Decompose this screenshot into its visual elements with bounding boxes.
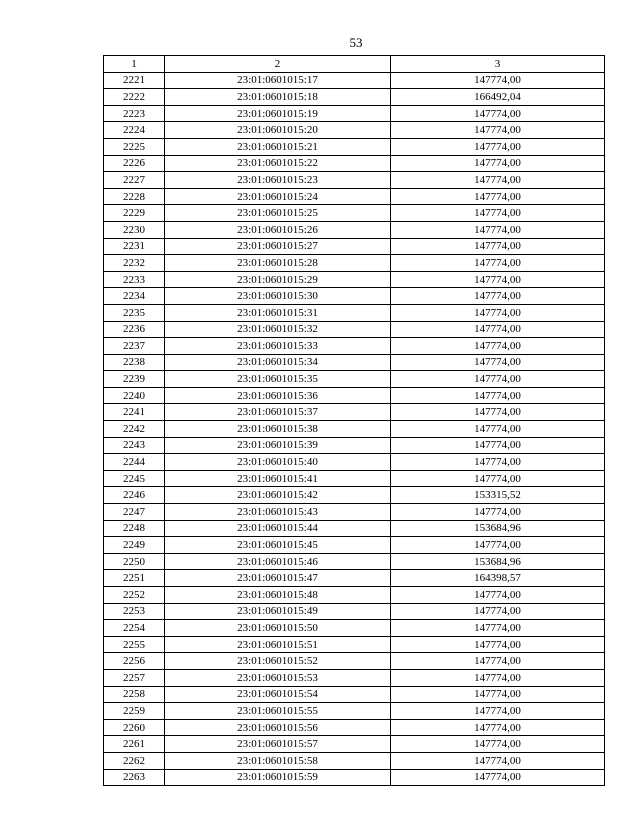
row-number-cell: 2226: [104, 155, 165, 172]
table-row: [104, 570, 605, 587]
value-cell: 147774,00: [391, 736, 605, 753]
value-cell: 147774,00: [391, 271, 605, 288]
cadastral-number-cell: 23:01:0601015:18: [165, 89, 391, 106]
row-number-cell: 2249: [104, 537, 165, 554]
row-number-cell: 2262: [104, 752, 165, 769]
value-cell: 147774,00: [391, 255, 605, 272]
table-row: [104, 636, 605, 653]
table-row: [104, 321, 605, 338]
cadastral-number-cell: 23:01:0601015:50: [165, 620, 391, 637]
table-row: [104, 421, 605, 438]
row-number-cell: 2245: [104, 470, 165, 487]
value-cell: 153684,96: [391, 553, 605, 570]
value-cell: 153315,52: [391, 487, 605, 504]
cadastral-number-cell: 23:01:0601015:17: [165, 72, 391, 89]
cadastral-number-cell: 23:01:0601015:58: [165, 752, 391, 769]
row-number-cell: 2248: [104, 520, 165, 537]
table-row: [104, 404, 605, 421]
value-cell: 147774,00: [391, 288, 605, 305]
cadastral-number-cell: 23:01:0601015:34: [165, 354, 391, 371]
table-row: [104, 138, 605, 155]
value-cell: 147774,00: [391, 470, 605, 487]
table-row: [104, 304, 605, 321]
row-number-cell: 2256: [104, 653, 165, 670]
table-row: [104, 703, 605, 720]
cadastral-number-cell: 23:01:0601015:59: [165, 769, 391, 786]
row-number-cell: 2228: [104, 188, 165, 205]
value-cell: 147774,00: [391, 769, 605, 786]
cadastral-number-cell: 23:01:0601015:38: [165, 421, 391, 438]
value-cell: 147774,00: [391, 238, 605, 255]
cadastral-number-cell: 23:01:0601015:43: [165, 504, 391, 521]
value-cell: 147774,00: [391, 636, 605, 653]
value-cell: 147774,00: [391, 304, 605, 321]
table-row: [104, 205, 605, 222]
cadastral-number-cell: 23:01:0601015:51: [165, 636, 391, 653]
row-number-cell: 2237: [104, 338, 165, 355]
row-number-cell: 2259: [104, 703, 165, 720]
cadastral-number-cell: 23:01:0601015:33: [165, 338, 391, 355]
cadastral-number-cell: 23:01:0601015:47: [165, 570, 391, 587]
cadastral-number-cell: 23:01:0601015:31: [165, 304, 391, 321]
value-cell: 147774,00: [391, 620, 605, 637]
row-number-cell: 2233: [104, 271, 165, 288]
row-number-cell: 2229: [104, 205, 165, 222]
cadastral-number-cell: 23:01:0601015:53: [165, 669, 391, 686]
table-row: [104, 387, 605, 404]
table-row: [104, 354, 605, 371]
cadastral-number-cell: 23:01:0601015:27: [165, 238, 391, 255]
row-number-cell: 2222: [104, 89, 165, 106]
cadastral-number-cell: 23:01:0601015:56: [165, 719, 391, 736]
value-cell: 164398,57: [391, 570, 605, 587]
row-number-cell: 2227: [104, 172, 165, 189]
cadastral-number-cell: 23:01:0601015:25: [165, 205, 391, 222]
row-number-cell: 2235: [104, 304, 165, 321]
cadastral-number-cell: 23:01:0601015:30: [165, 288, 391, 305]
cadastral-number-cell: 23:01:0601015:35: [165, 371, 391, 388]
row-number-cell: 2261: [104, 736, 165, 753]
row-number-cell: 2242: [104, 421, 165, 438]
row-number-cell: 2252: [104, 587, 165, 604]
value-cell: 147774,00: [391, 504, 605, 521]
row-number-cell: 2234: [104, 288, 165, 305]
table-row: [104, 105, 605, 122]
row-number-cell: 2253: [104, 603, 165, 620]
value-cell: 147774,00: [391, 404, 605, 421]
table-row: [104, 603, 605, 620]
value-cell: 147774,00: [391, 172, 605, 189]
row-number-cell: 2236: [104, 321, 165, 338]
value-cell: 147774,00: [391, 105, 605, 122]
table-header-row: [104, 56, 605, 73]
value-cell: 147774,00: [391, 387, 605, 404]
table-row: [104, 653, 605, 670]
value-cell: 147774,00: [391, 669, 605, 686]
value-cell: 147774,00: [391, 321, 605, 338]
table-row: [104, 587, 605, 604]
cadastral-number-cell: 23:01:0601015:40: [165, 454, 391, 471]
table-row: [104, 719, 605, 736]
cadastral-number-cell: 23:01:0601015:36: [165, 387, 391, 404]
row-number-cell: 2240: [104, 387, 165, 404]
row-number-cell: 2257: [104, 669, 165, 686]
table-row: [104, 72, 605, 89]
cadastral-number-cell: 23:01:0601015:54: [165, 686, 391, 703]
table-row: [104, 188, 605, 205]
table-row: [104, 122, 605, 139]
value-cell: 153684,96: [391, 520, 605, 537]
row-number-cell: 2244: [104, 454, 165, 471]
row-number-cell: 2239: [104, 371, 165, 388]
cadastral-number-cell: 23:01:0601015:32: [165, 321, 391, 338]
cadastral-number-cell: 23:01:0601015:29: [165, 271, 391, 288]
value-cell: 147774,00: [391, 686, 605, 703]
row-number-cell: 2243: [104, 437, 165, 454]
row-number-cell: 2232: [104, 255, 165, 272]
cadastral-number-cell: 23:01:0601015:20: [165, 122, 391, 139]
value-cell: 147774,00: [391, 653, 605, 670]
row-number-cell: 2238: [104, 354, 165, 371]
row-number-cell: 2246: [104, 487, 165, 504]
value-cell: 147774,00: [391, 603, 605, 620]
cadastral-number-cell: 23:01:0601015:52: [165, 653, 391, 670]
value-cell: 147774,00: [391, 437, 605, 454]
cadastral-number-cell: 23:01:0601015:55: [165, 703, 391, 720]
value-cell: 147774,00: [391, 454, 605, 471]
row-number-cell: 2223: [104, 105, 165, 122]
table-row: [104, 470, 605, 487]
table-row: [104, 736, 605, 753]
cadastral-number-cell: 23:01:0601015:48: [165, 587, 391, 604]
value-cell: 166492,04: [391, 89, 605, 106]
value-cell: 147774,00: [391, 752, 605, 769]
cadastral-number-cell: 23:01:0601015:45: [165, 537, 391, 554]
value-cell: 147774,00: [391, 354, 605, 371]
table-row: [104, 172, 605, 189]
row-number-cell: 2230: [104, 221, 165, 238]
header-col-3: 3: [391, 56, 605, 73]
cadastral-number-cell: 23:01:0601015:37: [165, 404, 391, 421]
value-cell: 147774,00: [391, 138, 605, 155]
table-row: [104, 537, 605, 554]
table-row: [104, 769, 605, 786]
row-number-cell: 2221: [104, 72, 165, 89]
table-row: [104, 255, 605, 272]
row-number-cell: 2231: [104, 238, 165, 255]
value-cell: 147774,00: [391, 537, 605, 554]
value-cell: 147774,00: [391, 205, 605, 222]
row-number-cell: 2255: [104, 636, 165, 653]
cadastral-number-cell: 23:01:0601015:19: [165, 105, 391, 122]
table-row: [104, 686, 605, 703]
table-row: [104, 487, 605, 504]
cadastral-number-cell: 23:01:0601015:46: [165, 553, 391, 570]
cadastral-number-cell: 23:01:0601015:42: [165, 487, 391, 504]
cadastral-number-cell: 23:01:0601015:41: [165, 470, 391, 487]
cadastral-number-cell: 23:01:0601015:22: [165, 155, 391, 172]
value-cell: 147774,00: [391, 221, 605, 238]
table-row: [104, 437, 605, 454]
cadastral-number-cell: 23:01:0601015:44: [165, 520, 391, 537]
value-cell: 147774,00: [391, 122, 605, 139]
cadastral-number-cell: 23:01:0601015:26: [165, 221, 391, 238]
cadastral-number-cell: 23:01:0601015:57: [165, 736, 391, 753]
table-row: [104, 669, 605, 686]
row-number-cell: 2260: [104, 719, 165, 736]
value-cell: 147774,00: [391, 371, 605, 388]
table-body: [104, 72, 605, 786]
table-row: [104, 371, 605, 388]
row-number-cell: 2241: [104, 404, 165, 421]
header-col-2: 2: [165, 56, 391, 73]
value-cell: 147774,00: [391, 421, 605, 438]
value-cell: 147774,00: [391, 188, 605, 205]
table-row: [104, 620, 605, 637]
table-row: [104, 271, 605, 288]
cadastral-number-cell: 23:01:0601015:49: [165, 603, 391, 620]
table-row: [104, 553, 605, 570]
table-row: [104, 520, 605, 537]
value-cell: 147774,00: [391, 703, 605, 720]
row-number-cell: 2225: [104, 138, 165, 155]
value-cell: 147774,00: [391, 155, 605, 172]
value-cell: 147774,00: [391, 719, 605, 736]
cadastral-number-cell: 23:01:0601015:39: [165, 437, 391, 454]
table-row: [104, 155, 605, 172]
cadastral-number-cell: 23:01:0601015:28: [165, 255, 391, 272]
cadastral-number-cell: 23:01:0601015:21: [165, 138, 391, 155]
row-number-cell: 2251: [104, 570, 165, 587]
table-row: [104, 288, 605, 305]
value-cell: 147774,00: [391, 72, 605, 89]
row-number-cell: 2224: [104, 122, 165, 139]
value-cell: 147774,00: [391, 338, 605, 355]
value-cell: 147774,00: [391, 587, 605, 604]
row-number-cell: 2254: [104, 620, 165, 637]
row-number-cell: 2258: [104, 686, 165, 703]
table-row: [104, 504, 605, 521]
table-row: [104, 338, 605, 355]
row-number-cell: 2250: [104, 553, 165, 570]
page-number: 53: [349, 35, 363, 50]
header-col-1: 1: [104, 56, 165, 73]
cadastral-value-table: [103, 55, 605, 786]
table-row: [104, 752, 605, 769]
cadastral-number-cell: 23:01:0601015:23: [165, 172, 391, 189]
table-row: [104, 89, 605, 106]
row-number-cell: 2263: [104, 769, 165, 786]
row-number-cell: 2247: [104, 504, 165, 521]
cadastral-number-cell: 23:01:0601015:24: [165, 188, 391, 205]
table-row: [104, 238, 605, 255]
table-row: [104, 454, 605, 471]
table-row: [104, 221, 605, 238]
